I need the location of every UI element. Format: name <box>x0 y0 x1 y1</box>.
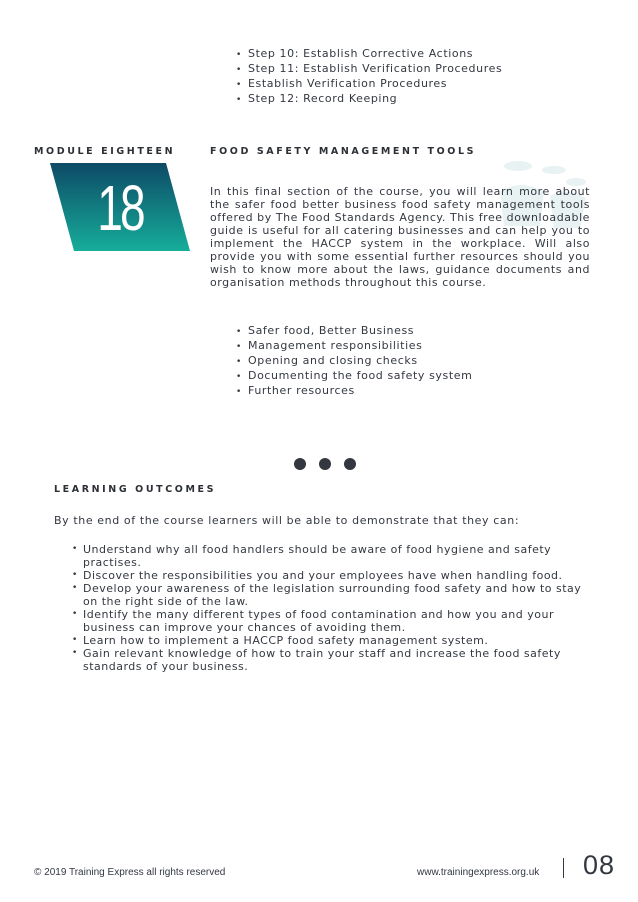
module-title: FOOD SAFETY MANAGEMENT TOOLS <box>210 146 477 157</box>
page-number: 08 <box>583 850 616 880</box>
module-topics-list <box>236 324 472 399</box>
list-item: • Identify the many different types of food contamination and how you and your business can improve your chances of avoiding them. <box>72 608 582 634</box>
top-steps-list <box>236 47 502 107</box>
list-item: • Further resources <box>236 384 472 399</box>
list-item: • Step 12: Record Keeping <box>236 92 502 107</box>
dot-icon <box>319 458 331 470</box>
learning-outcomes-heading: LEARNING OUTCOMES <box>54 484 217 495</box>
learning-outcomes-intro: By the end of the course learners will be able to demonstrate that they can: <box>54 514 520 527</box>
footer-copyright: © 2019 Training Express all rights reserved <box>34 867 226 878</box>
footer-divider <box>563 858 564 878</box>
list-item: • Opening and closing checks <box>236 354 472 369</box>
list-item: • Documenting the food safety system <box>236 369 472 384</box>
learning-outcomes-list <box>72 543 582 673</box>
section-divider-dots <box>294 458 356 470</box>
list-item: • Step 11: Establish Verification Procedures <box>236 62 502 77</box>
module-number: 18 <box>97 172 143 244</box>
list-item: • Understand why all food handlers should be aware of food hygiene and safety practises. <box>72 543 582 569</box>
dot-icon <box>344 458 356 470</box>
list-item: • Gain relevant knowledge of how to train your staff and increase the food safety standards of your business. <box>72 647 582 673</box>
list-item: • Management responsibilities <box>236 339 472 354</box>
dot-icon <box>294 458 306 470</box>
module-description: In this final section of the course, you will learn more about the safer food better business food safety management tools offered by The Food Standards Agency. This free downloadable guide is useful for all catering businesses and can help you to implement the HACCP system in the workplace. Will also provide you with some essential further resources should you wish to know more about the laws, guidance documents and organisation methods throughout this course. <box>210 185 590 289</box>
footer-website-link[interactable]: www.trainingexpress.org.uk <box>417 867 540 878</box>
list-item: • Learn how to implement a HACCP food safety management system. <box>72 634 582 647</box>
list-item: • Safer food, Better Business <box>236 324 472 339</box>
module-label: MODULE EIGHTEEN <box>34 146 176 157</box>
list-item: • Discover the responsibilities you and your employees have when handling food. <box>72 569 582 582</box>
list-item: • Develop your awareness of the legislation surrounding food safety and how to stay on the right side of the law. <box>72 582 582 608</box>
list-item: • Establish Verification Procedures <box>236 77 502 92</box>
list-item: • Step 10: Establish Corrective Actions <box>236 47 502 62</box>
